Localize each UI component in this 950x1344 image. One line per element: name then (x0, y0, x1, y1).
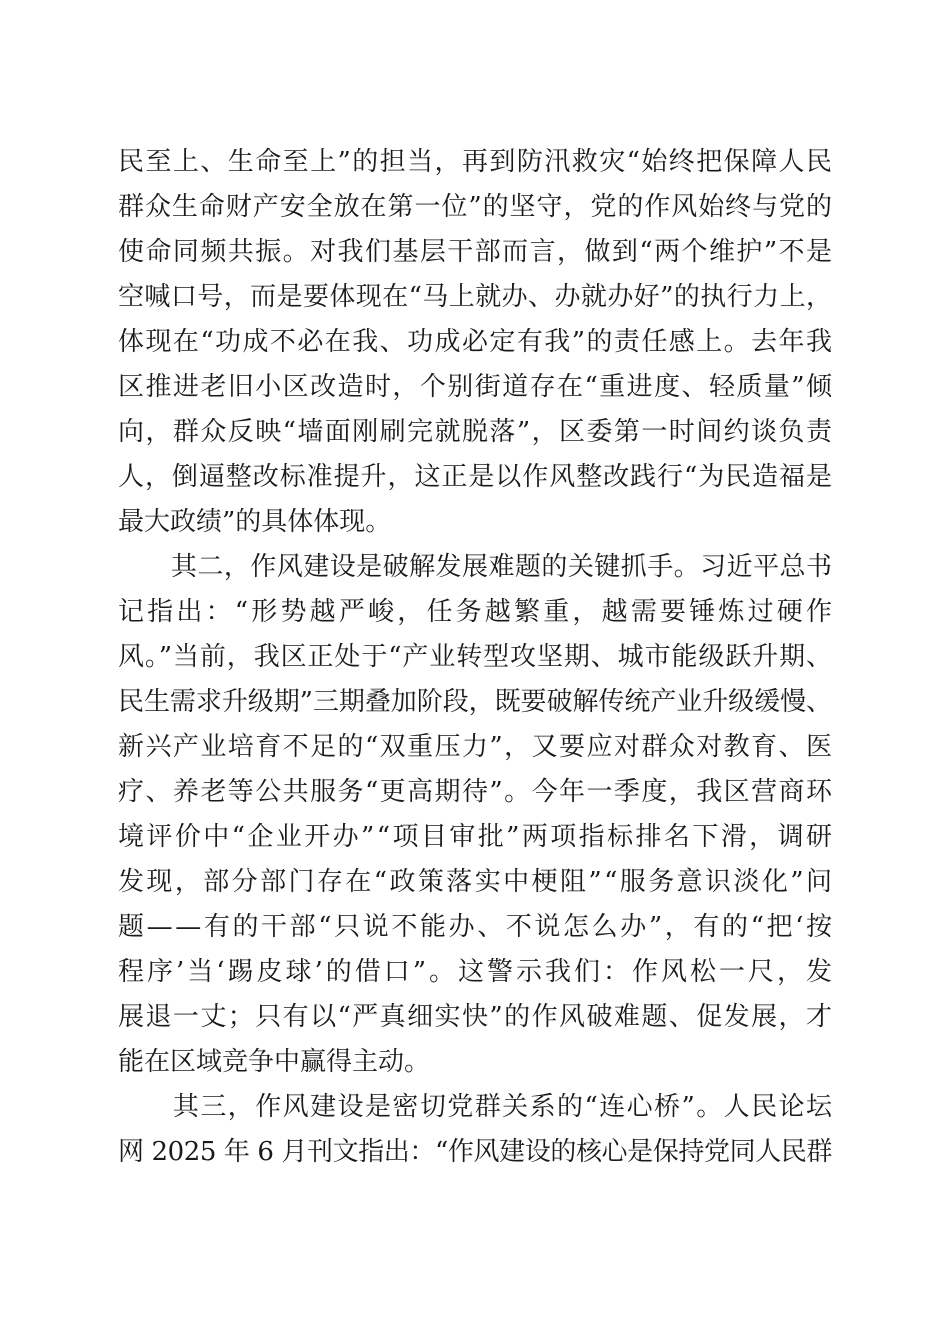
text-line: 民至上、生命至上”的担当，再到防汛救灾“始终把保障人民 (118, 147, 834, 177)
text-line: 使命同频共振。对我们基层干部而言，做到“两个维护”不是 (118, 237, 834, 267)
text-line: 风。”当前，我区正处于“产业转型攻坚期、城市能级跃升期、 (118, 642, 833, 672)
paragraph-1 (118, 140, 832, 545)
text-line: 最大政绩”的具体体现。 (118, 507, 392, 537)
text-line: 发现，部分部门存在“政策落实中梗阻”“服务意识淡化”问 (118, 867, 835, 897)
text-line: 记指出：“形势越严峻，任务越繁重，越需要锤炼过硬作 (118, 597, 836, 627)
text-line: 其三，作风建设是密切党群关系的“连心桥”。人民论坛 (118, 1092, 834, 1122)
text-line: 程序’当‘踢皮球’的借口”。这警示我们：作风松一尺，发 (118, 957, 835, 987)
text-line: 其二，作风建设是破解发展难题的关键抓手。习近平总书 (118, 552, 833, 582)
text-line: 网 2025 年 6 月刊文指出：“作风建设的核心是保持党同人民群 (118, 1137, 832, 1167)
document-body (118, 140, 836, 1175)
text-line: 题——有的干部“只说不能办、不说怎么办”，有的“把‘按 (118, 912, 835, 942)
paragraph-2 (118, 545, 836, 1085)
text-line: 展退一丈；只有以“严真细实快”的作风破难题、促发展，才 (118, 1002, 834, 1032)
text-line: 能在区域竞争中赢得主动。 (118, 1047, 431, 1077)
text-line: 民生需求升级期”三期叠加阶段，既要破解传统产业升级缓慢、 (118, 687, 832, 717)
text-line: 疗、养老等公共服务“更高期待”。今年一季度，我区营商环 (118, 777, 834, 807)
text-line: 新兴产业培育不足的“双重压力”，又要应对群众对教育、医 (118, 732, 834, 762)
text-line: 体现在“功成不必在我、功成必定有我”的责任感上。去年我 (118, 327, 834, 357)
text-line: 群众生命财产安全放在第一位”的坚守，党的作风始终与党的 (118, 192, 833, 222)
text-line: 人，倒逼整改标准提升，这正是以作风整改践行“为民造福是 (118, 462, 833, 492)
text-line: 境评价中“企业开办”“项目审批”两项指标排名下滑，调研 (118, 822, 835, 852)
paragraph-3 (118, 1085, 832, 1175)
text-line: 区推进老旧小区改造时，个别街道存在“重进度、轻质量”倾 (118, 372, 834, 402)
text-line: 向，群众反映“墙面刚刷完就脱落”，区委第一时间约谈负责 (118, 417, 834, 447)
text-line: 空喊口号，而是要体现在“马上就办、办就办好”的执行力上， (118, 282, 833, 312)
